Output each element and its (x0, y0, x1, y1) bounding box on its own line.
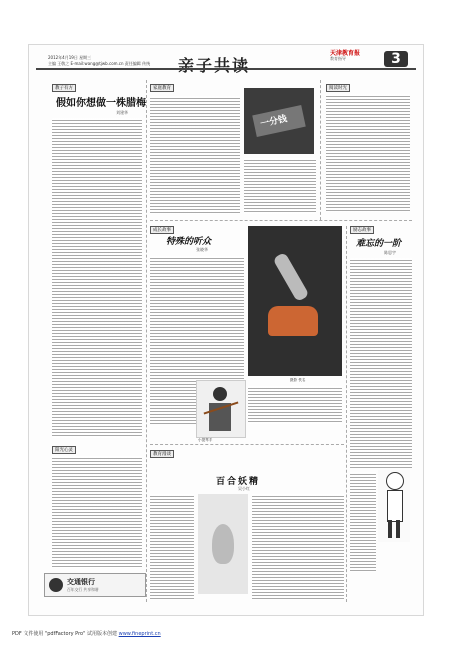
headline: 假如你想做一株腊梅 (56, 98, 146, 109)
column-label: 成长故事 (150, 226, 174, 234)
sign-photo (244, 88, 314, 154)
article-body (326, 94, 410, 212)
issue-date: 2012年4月19日 星期三 (48, 55, 92, 60)
header-rule (36, 68, 416, 70)
column-divider (146, 80, 147, 602)
column-label: 励志故事 (350, 226, 374, 234)
header-meta (48, 55, 178, 67)
article-body (350, 258, 412, 468)
column-label: 阳光心灵 (52, 446, 76, 454)
sign-text: 一分钱 (259, 114, 289, 130)
lily-figure (212, 524, 234, 564)
byline: 刘建华 (116, 110, 128, 115)
column-label: 教育漫谈 (150, 450, 174, 458)
bank-advertisement (44, 573, 146, 597)
column-label: 教子有方 (52, 84, 76, 92)
section-title: 亲子共读 (178, 56, 251, 75)
boy-body (387, 490, 403, 522)
byline: 吴小红 (238, 486, 250, 491)
footer-link[interactable]: www.fineprint.cn (118, 631, 161, 637)
byline: 张晓华 (196, 247, 208, 252)
brand-sub: 教育指导 (330, 56, 346, 61)
ad-slogan: 百年交行 共享和谐 (67, 587, 99, 592)
pdf-footer (12, 630, 161, 637)
section-divider (150, 444, 344, 445)
column-divider (320, 80, 321, 220)
boy-head (386, 472, 404, 490)
column-label: 家庭教育 (150, 84, 174, 92)
schoolboy-illustration (378, 470, 410, 542)
article-body (150, 96, 240, 214)
boy-left-leg (388, 520, 392, 538)
column-divider (346, 226, 347, 602)
headline: 百合妖精 (216, 477, 261, 487)
dancer-dress (268, 306, 318, 336)
article-body (248, 386, 342, 424)
footer-text: PDF 文件使用 "pdfFactory Pro" 试用版本创建 (12, 631, 118, 637)
violinist-illustration (196, 380, 246, 438)
article-body (252, 494, 344, 600)
violinist-head (213, 387, 227, 401)
headline: 难忘的一阶 (356, 239, 402, 249)
bank-logo (49, 578, 63, 592)
page-number-badge: 3 (384, 51, 408, 67)
article-body (350, 472, 376, 572)
illustration-caption: 小提琴手 (198, 438, 213, 442)
ad-name: 交通银行 (67, 577, 95, 586)
dancer-figure (272, 252, 309, 302)
editor-line: 主编 王敬之 E-mail:wang@tjwb.com.cn 责任编辑 传统 (48, 61, 151, 66)
headline: 特殊的听众 (166, 237, 212, 247)
article-body (244, 158, 316, 214)
byline: 陈思宇 (384, 250, 396, 255)
column-label: 阅读时光 (326, 84, 350, 92)
lily-photo (198, 494, 248, 594)
photo-caption: 摄影 佚名 (290, 378, 306, 382)
article-body (150, 494, 194, 600)
boy-right-leg (396, 520, 400, 538)
article-body (52, 118, 142, 438)
brand-name: 天津教育报 (330, 50, 361, 57)
article-body (52, 456, 142, 568)
section-divider (150, 220, 412, 221)
dancer-photo (248, 226, 342, 376)
